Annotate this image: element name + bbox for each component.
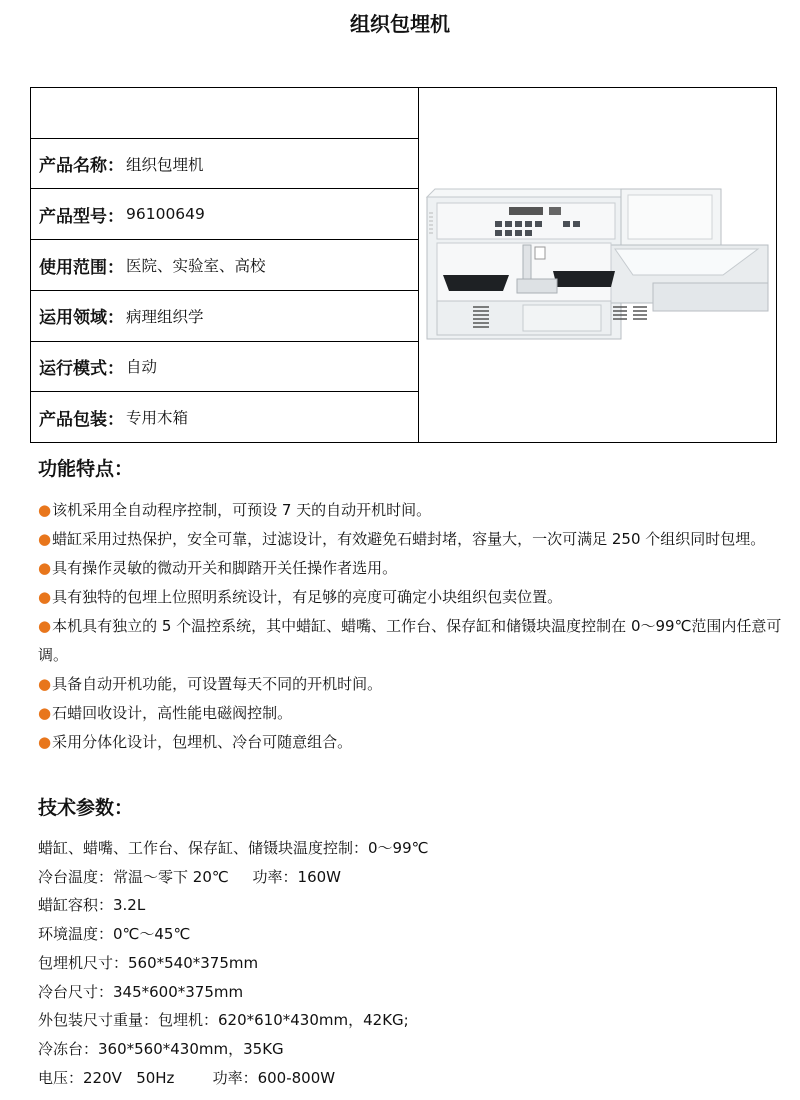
page-title: 组织包埋机 [350, 12, 450, 36]
list-item [38, 583, 783, 612]
feature-text: 具有操作灵敏的微动开关和脚踏开关任操作者选用。 [52, 559, 398, 577]
feature-text: 具有独特的包埋上位照明系统设计，有足够的亮度可确定小块组织包卖位置。 [52, 588, 563, 606]
spec-value: 病理组织学 [126, 307, 204, 326]
spec-label: 使用范围： [39, 257, 124, 278]
product-image-cell [419, 88, 776, 442]
feature-text: 具备自动开机功能，可设置每天不同的开机时间。 [52, 675, 383, 693]
spec-row-field [31, 290, 418, 341]
bullet-icon: ● [38, 530, 52, 548]
param-line: 电压：220V 50Hz 功率：600-800W [38, 1068, 336, 1087]
list-item [38, 496, 783, 525]
spec-label: 产品包装： [39, 409, 124, 430]
feature-text: 石蜡回收设计，高性能电磁阀控制。 [52, 704, 293, 722]
spec-table [30, 87, 777, 443]
params-list [38, 834, 778, 1092]
list-item [38, 699, 783, 728]
spec-value: 医院、实验室、高校 [126, 257, 266, 276]
spec-list [31, 88, 419, 442]
spec-empty-row [31, 88, 418, 138]
spec-row-name [31, 138, 418, 189]
param-line: 冷台温度：常温～零下 20℃ 功率：160W [38, 867, 342, 886]
feature-text: 蜡缸采用过热保护，安全可靠，过滤设计，有效避免石蜡封堵，容量大，一次可满足 250 个组织同时包埋。 [52, 530, 766, 548]
spec-label: 产品型号： [39, 206, 124, 227]
param-line: 冷冻台：360*560*430mm，35KG [38, 1039, 284, 1058]
spec-row-packaging [31, 391, 418, 442]
param-line: 环境温度：0℃～45℃ [38, 925, 191, 944]
features-heading: 功能特点： [38, 458, 134, 480]
bullet-icon: ● [38, 733, 52, 751]
bullet-icon: ● [38, 617, 52, 635]
feature-text: 该机采用全自动程序控制，可预设 7 天的自动开机时间。 [52, 501, 432, 519]
param-line: 蜡缸、蜡嘴、工作台、保存缸、储镊块温度控制：0～99℃ [38, 839, 429, 857]
spec-value: 自动 [126, 358, 158, 377]
param-line: 包埋机尺寸：560*540*375mm [38, 953, 259, 972]
list-item [38, 612, 783, 670]
spec-row-scope [31, 239, 418, 290]
spec-row-mode [31, 341, 418, 392]
bullet-icon: ● [38, 559, 52, 577]
feature-text: 采用分体化设计，包埋机、冷台可随意组合。 [52, 733, 353, 751]
spec-label: 产品名称： [39, 156, 124, 177]
params-heading: 技术参数： [38, 797, 134, 819]
bullet-icon: ● [38, 675, 52, 693]
bullet-icon: ● [38, 704, 52, 722]
param-line: 外包装尺寸重量：包埋机：620*610*430mm，42KG; [38, 1011, 409, 1030]
spec-value: 组织包埋机 [126, 155, 204, 174]
list-item [38, 554, 783, 583]
spec-row-model [31, 188, 418, 239]
list-item [38, 670, 783, 699]
features-list [38, 496, 783, 757]
list-item [38, 525, 783, 554]
spec-label: 运行模式： [39, 358, 124, 379]
spec-value: 96100649 [126, 205, 205, 224]
bullet-icon: ● [38, 588, 52, 606]
param-line: 蜡缸容积：3.2L [38, 896, 146, 915]
bullet-icon: ● [38, 501, 52, 519]
list-item [38, 728, 783, 757]
product-image [423, 183, 773, 348]
spec-value: 专用木箱 [126, 409, 189, 428]
param-line: 冷台尺寸：345*600*375mm [38, 982, 244, 1001]
spec-label: 运用领域： [39, 308, 124, 329]
feature-text: 本机具有独立的 5 个温控系统，其中蜡缸、蜡嘴、工作台、保存缸和储镊块温度控制在 0～99℃范围内任意可调。 [38, 617, 782, 664]
